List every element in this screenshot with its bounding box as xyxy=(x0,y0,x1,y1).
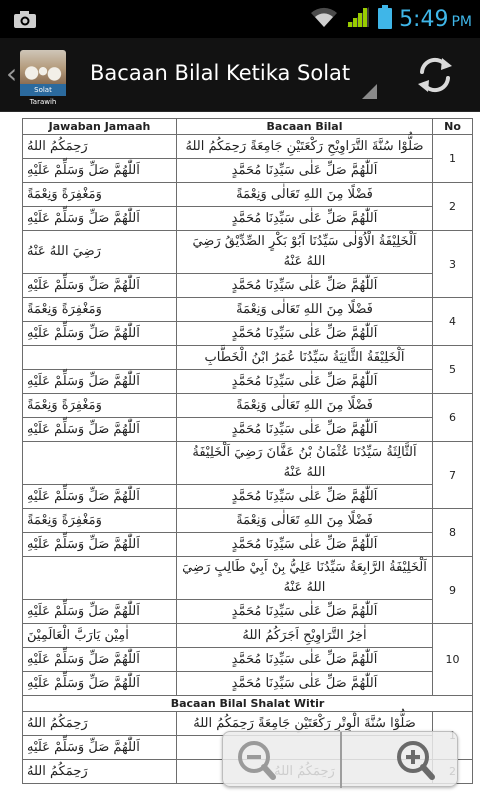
bacaan-cell: فَضْلًا مِنَ اللهِ تَعَالٰى وَنِعْمَةً xyxy=(177,183,433,207)
content-area[interactable] xyxy=(0,112,480,800)
jawaban-cell: اَللّٰهُمَّ صَلِّ وَسَلِّمْ عَلَيْهِ xyxy=(23,207,177,231)
row-number: 8 xyxy=(433,509,473,557)
table-row xyxy=(23,135,473,159)
table-row xyxy=(23,394,473,418)
table-row xyxy=(23,298,473,322)
jawaban-cell: اَللّٰهُمَّ صَلِّ وَسَلِّمْ عَلَيْهِ xyxy=(23,159,177,183)
bacaan-cell: اَللّٰهُمَّ صَلِّ عَلٰى سَيِّدِنَا مُحَمَّدٍ xyxy=(177,672,433,696)
bacaan-cell: اَلثَّالِثَةُ سَيِّدُنَا عُثْمَانُ بْنُ عَفَّانَ رَضِيَ اَلْخَلِيْفَةُ اللهُ عَنْهُ xyxy=(177,442,433,485)
table-row xyxy=(23,485,473,509)
jawaban-cell: رَحِمَكُمُ اللهُ xyxy=(23,135,177,159)
jawaban-cell xyxy=(23,346,177,370)
row-number: 6 xyxy=(433,394,473,442)
bacaan-cell: اَلْخَلِيْفَةُ الثَّانِيَةُ سَيِّدُنَا عُمَرُ ابْنُ الْخَطَّابِ xyxy=(177,346,433,370)
bacaan-cell: صَلُّوْا سُنَّةَ التَّرَاوِيْحِ رَكْعَتَيْنِ جَامِعَةً رَحِمَكُمُ اللهُ xyxy=(177,135,433,159)
bacaan-cell: اَللّٰهُمَّ صَلِّ عَلٰى سَيِّدِنَا مُحَمَّدٍ xyxy=(177,274,433,298)
row-number: 5 xyxy=(433,346,473,394)
table-row xyxy=(23,346,473,370)
app-icon-caption: Solat Tarawih xyxy=(20,84,66,96)
bacaan-cell: اَللّٰهُمَّ صَلِّ عَلٰى سَيِّدِنَا مُحَمَّدٍ xyxy=(177,370,433,394)
zoom-in-button[interactable] xyxy=(342,732,459,788)
row-number: 10 xyxy=(433,624,473,696)
table-row xyxy=(23,557,473,600)
witir-section-title: Bacaan Bilal Shalat Witir xyxy=(23,696,473,712)
bacaan-cell: فَضْلًا مِنَ اللهِ تَعَالٰى وَنِعْمَةً xyxy=(177,298,433,322)
table-row xyxy=(23,322,473,346)
jawaban-cell: رَضِيَ اللهُ عَنْهُ xyxy=(23,231,177,274)
jawaban-cell: وَمَغْفِرَةً وَنِعْمَةً xyxy=(23,298,177,322)
bacaan-cell: اَللّٰهُمَّ صَلِّ عَلٰى سَيِّدِنَا مُحَمَّدٍ xyxy=(177,533,433,557)
row-number: 2 xyxy=(433,183,473,231)
jawaban-cell: اَللّٰهُمَّ صَلِّ وَسَلِّمْ عَلَيْهِ xyxy=(23,533,177,557)
jawaban-cell: اَللّٰهُمَّ صَلِّ وَسَلِّمْ عَلَيْهِ xyxy=(23,672,177,696)
refresh-button[interactable] xyxy=(412,54,458,96)
back-chevron-icon[interactable]: ‹ xyxy=(6,57,18,90)
action-bar xyxy=(0,38,480,112)
app-icon-image xyxy=(24,64,62,82)
jawaban-cell: اَللّٰهُمَّ صَلِّ وَسَلِّمْ عَلَيْهِ xyxy=(23,418,177,442)
jawaban-cell: وَمَغْفِرَةً وَنِعْمَةً xyxy=(23,394,177,418)
zoom-out-button[interactable] xyxy=(223,732,340,788)
dropdown-indicator-icon[interactable] xyxy=(362,84,377,99)
jawaban-cell: وَمَغْفِرَةً وَنِعْمَةً xyxy=(23,183,177,207)
row-number: 7 xyxy=(433,442,473,509)
bacaan-cell: صَلُّوْا سُنَّةَ الْوِتْرِ رَكْعَتَيْنِ جَامِعَةً رَحِمَكُمُ اللهُ xyxy=(177,712,433,736)
row-number: 9 xyxy=(433,557,473,624)
table-row xyxy=(23,600,473,624)
table-row xyxy=(23,207,473,231)
app-icon[interactable] xyxy=(20,50,66,106)
table-row xyxy=(23,442,473,485)
status-ampm: PM xyxy=(451,13,472,30)
jawaban-cell: اَللّٰهُمَّ صَلِّ وَسَلِّمْ عَلَيْهِ xyxy=(23,736,177,760)
bacaan-cell: اَللّٰهُمَّ صَلِّ عَلٰى سَيِّدِنَا مُحَمَّدٍ xyxy=(177,600,433,624)
header-bacaan: Bacaan Bilal xyxy=(177,119,433,135)
table-row xyxy=(23,183,473,207)
bilal-table xyxy=(22,118,473,784)
table-row xyxy=(23,624,473,648)
bacaan-cell: اَللّٰهُمَّ صَلِّ عَلٰى سَيِّدِنَا مُحَمَّدٍ xyxy=(177,207,433,231)
page-title[interactable]: Bacaan Bilal Ketika Solat xyxy=(90,61,351,85)
bacaan-cell: اَللّٰهُمَّ صَلِّ عَلٰى سَيِّدِنَا مُحَمَّدٍ xyxy=(177,485,433,509)
bacaan-cell: اٰخِرُ التَّرَاوِيْحِ اَجَرَكُمُ اللهُ xyxy=(177,624,433,648)
jawaban-cell: اَللّٰهُمَّ صَلِّ وَسَلِّمْ عَلَيْهِ xyxy=(23,274,177,298)
table-row xyxy=(23,509,473,533)
bacaan-cell: اَلْخَلِيْفَةُ الْاُوْلٰى سَيِّدُنَا اَبُوْ بَكْرٍ الصِّدِّيْقُ رَضِيَ اللهُ عَنْهُ xyxy=(177,231,433,274)
table-row xyxy=(23,672,473,696)
table-row xyxy=(23,533,473,557)
status-right xyxy=(309,4,472,34)
table-body xyxy=(23,135,473,696)
bacaan-cell: اَلْخَلِيْفَةُ الرَّابِعَةُ سَيِّدُنَا عَلِيُّ بِنْ اَبِيْ طَالِبٍ رَضِيَ اللهُ عَنْهُ xyxy=(177,557,433,600)
jawaban-cell: اَللّٰهُمَّ صَلِّ وَسَلِّمْ عَلَيْهِ xyxy=(23,370,177,394)
bacaan-cell: اَللّٰهُمَّ صَلِّ عَلٰى سَيِّدِنَا مُحَمَّدٍ xyxy=(177,322,433,346)
zoom-in-icon xyxy=(342,732,459,788)
jawaban-cell: اَللّٰهُمَّ صَلِّ وَسَلِّمْ عَلَيْهِ xyxy=(23,485,177,509)
table-row xyxy=(23,231,473,274)
jawaban-cell: اَللّٰهُمَّ صَلِّ وَسَلِّمْ عَلَيْهِ xyxy=(23,648,177,672)
screenshot-icon xyxy=(12,8,38,30)
header-jawaban: Jawaban Jamaah xyxy=(23,119,177,135)
clock xyxy=(399,7,472,32)
battery-icon xyxy=(377,4,393,34)
jawaban-cell xyxy=(23,442,177,485)
header-no: No xyxy=(433,119,473,135)
row-number: 4 xyxy=(433,298,473,346)
status-time: 5:49 xyxy=(399,6,449,32)
signal-icon xyxy=(345,5,371,33)
table-row xyxy=(23,418,473,442)
zoom-out-icon xyxy=(223,732,340,788)
refresh-icon xyxy=(412,54,458,96)
jawaban-cell: اٰمِيْن يَارَبَّ الْعَالَمِيْنَ xyxy=(23,624,177,648)
jawaban-cell: وَمَغْفِرَةً وَنِعْمَةً xyxy=(23,509,177,533)
zoom-control xyxy=(222,731,458,787)
row-number: 3 xyxy=(433,231,473,298)
table-row xyxy=(23,648,473,672)
jawaban-cell: اَللّٰهُمَّ صَلِّ وَسَلِّمْ عَلَيْهِ xyxy=(23,322,177,346)
row-number: 1 xyxy=(433,135,473,183)
bacaan-cell: اَللّٰهُمَّ صَلِّ عَلٰى سَيِّدِنَا مُحَمَّدٍ xyxy=(177,159,433,183)
jawaban-cell: رَحِمَكُمُ اللهُ xyxy=(23,760,177,784)
bacaan-cell: اَللّٰهُمَّ صَلِّ عَلٰى سَيِّدِنَا مُحَمَّدٍ xyxy=(177,648,433,672)
witir-section-row xyxy=(23,696,473,712)
jawaban-cell: رَحِمَكُمُ اللهُ xyxy=(23,712,177,736)
jawaban-cell: اَللّٰهُمَّ صَلِّ وَسَلِّمْ عَلَيْهِ xyxy=(23,600,177,624)
wifi-icon xyxy=(309,5,339,33)
status-bar xyxy=(0,0,480,38)
table-row xyxy=(23,274,473,298)
table-row xyxy=(23,159,473,183)
bacaan-cell: فَضْلًا مِنَ اللهِ تَعَالٰى وَنِعْمَةً xyxy=(177,509,433,533)
bacaan-cell: اَللّٰهُمَّ صَلِّ عَلٰى سَيِّدِنَا مُحَمَّدٍ xyxy=(177,418,433,442)
table-row xyxy=(23,370,473,394)
bacaan-cell: فَضْلًا مِنَ اللهِ تَعَالٰى وَنِعْمَةً xyxy=(177,394,433,418)
jawaban-cell xyxy=(23,557,177,600)
